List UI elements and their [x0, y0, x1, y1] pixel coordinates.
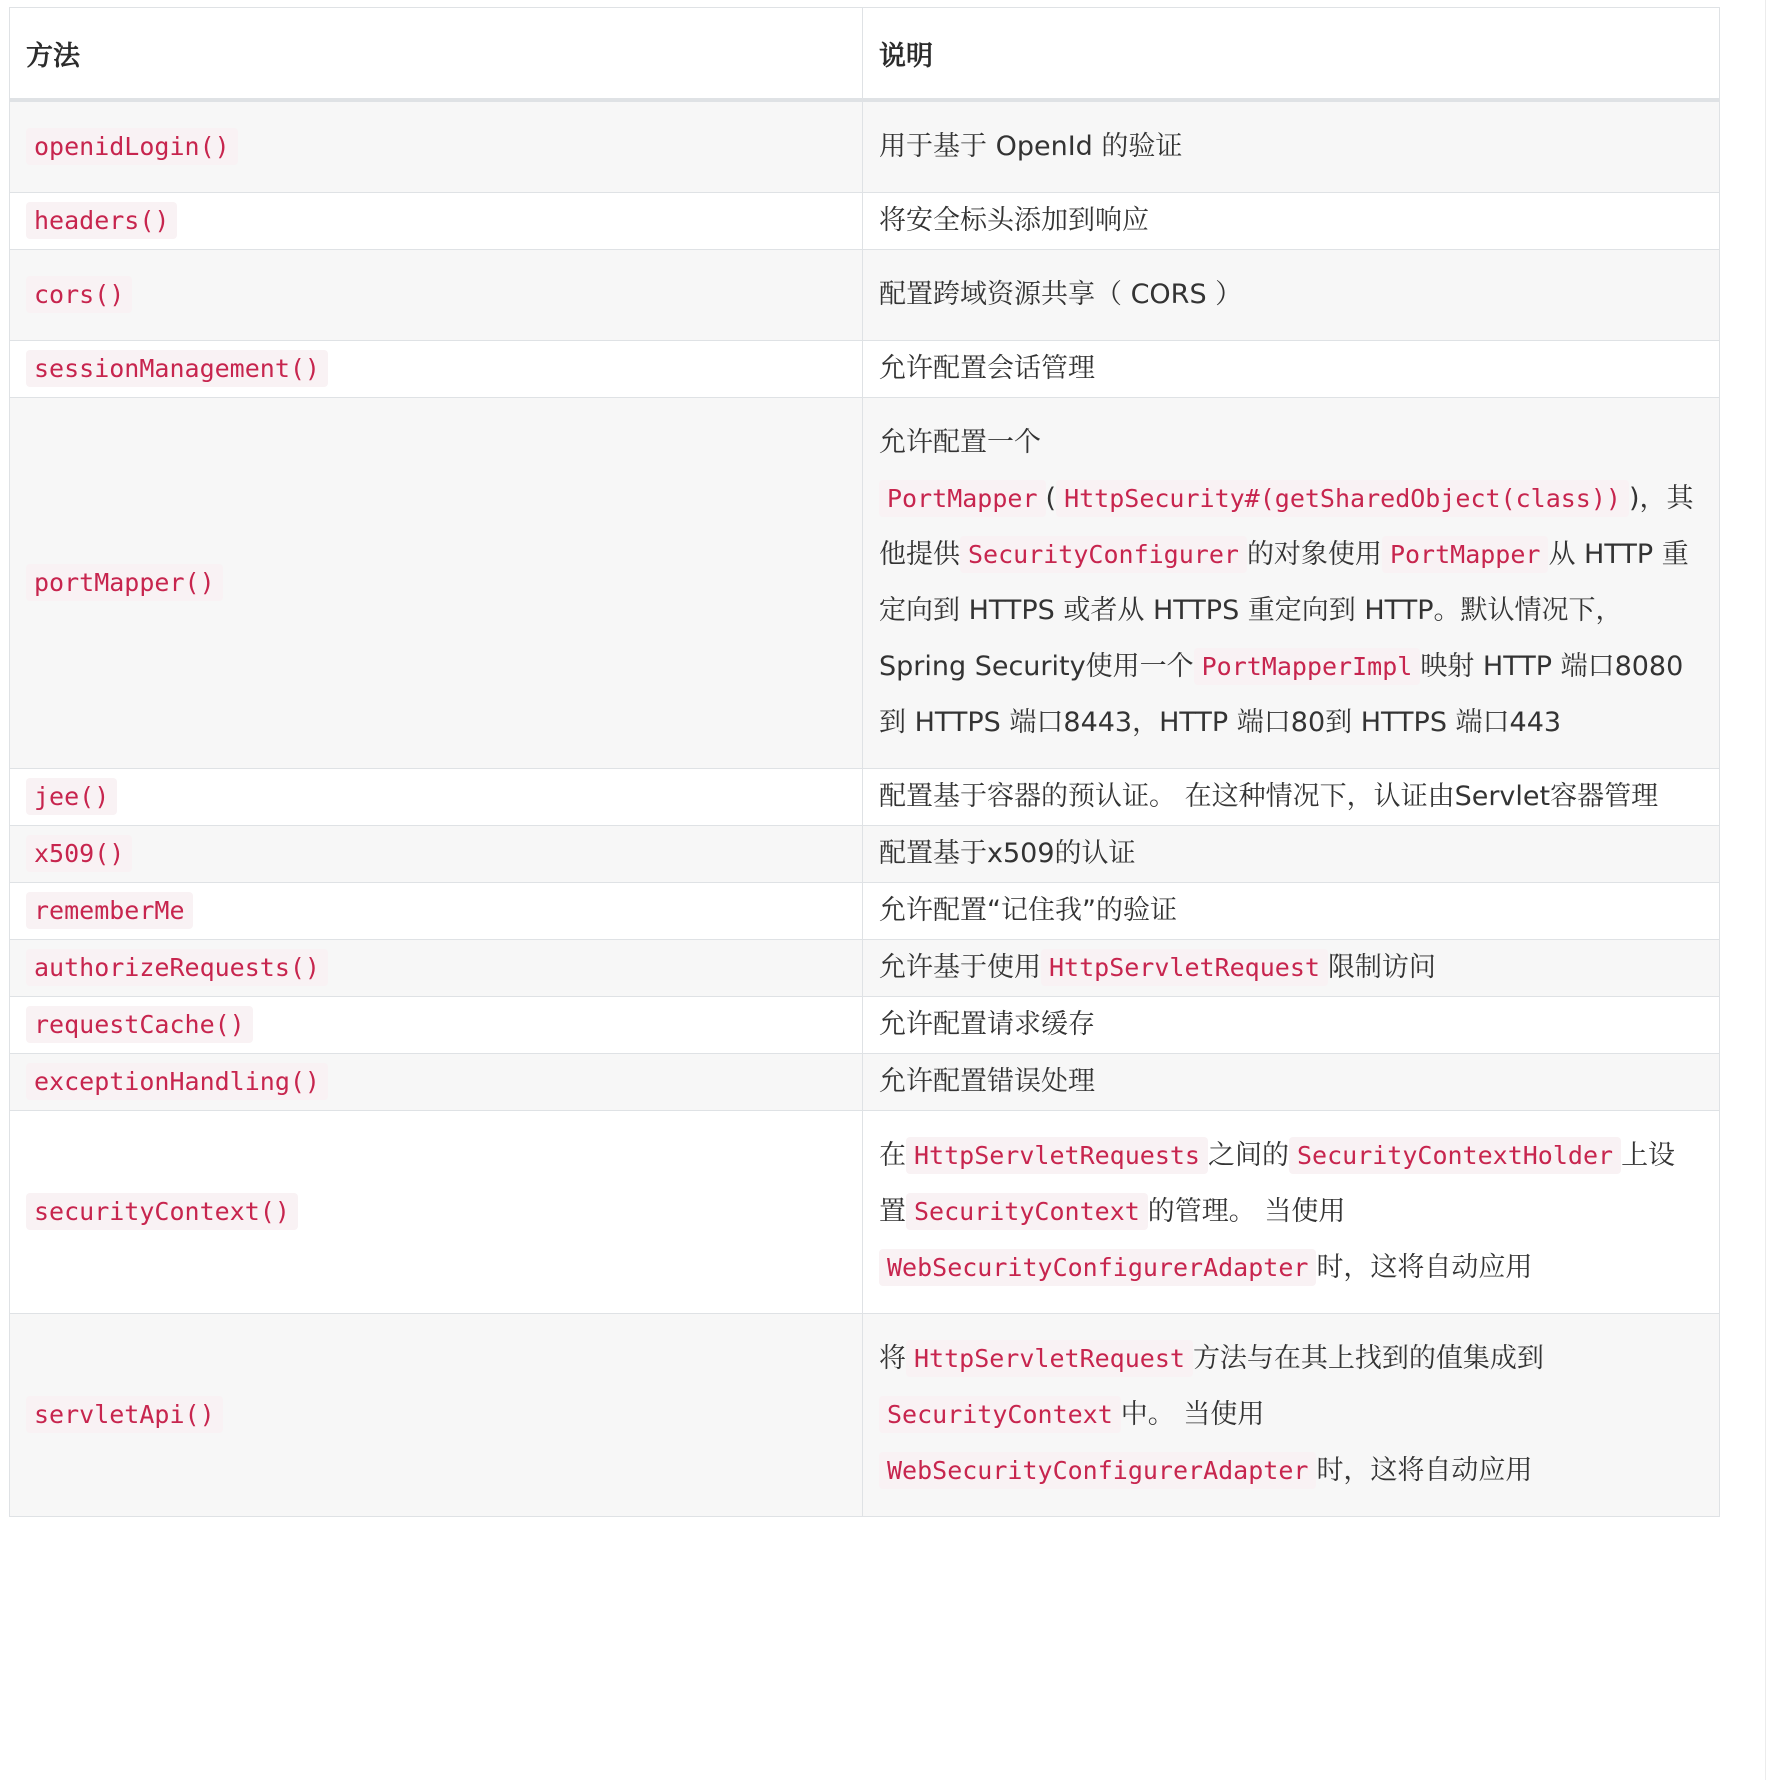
table-row: [10, 1111, 1720, 1314]
description-text: 时，这将自动应用: [1316, 1455, 1533, 1486]
description-text: 配置基于容器的预认证。 在这种情况下，认证由Servlet容器管理: [879, 781, 1659, 812]
description-cell: [863, 883, 1720, 940]
method-cell: [10, 1314, 863, 1517]
inline-code: HttpSecurity#(getSharedObject(class)): [1056, 480, 1629, 517]
description-cell: [863, 398, 1720, 769]
description-text: 将安全标头添加到响应: [879, 205, 1149, 236]
inline-code: SecurityContextHolder: [1289, 1137, 1621, 1174]
method-cell: [10, 1111, 863, 1314]
column-header-description: 说明: [863, 8, 1720, 101]
description-text: 映射 HTTP 端口8080到 HTTPS 端口8443，HTTP 端口80到 HTTPS 端口443: [879, 651, 1684, 738]
method-name-code: rememberMe: [26, 892, 193, 929]
description-cell: [863, 1054, 1720, 1111]
page-right-border: [1765, 0, 1766, 1780]
inline-code: PortMapperImpl: [1194, 648, 1421, 685]
description-cell: [863, 341, 1720, 398]
method-cell: [10, 193, 863, 250]
description-cell: [863, 1314, 1720, 1517]
method-name-code: cors(): [26, 276, 132, 313]
table-row: [10, 250, 1720, 341]
method-name-code: requestCache(): [26, 1006, 253, 1043]
method-cell: [10, 341, 863, 398]
description-text: 允许配置请求缓存: [879, 1009, 1095, 1040]
method-name-code: servletApi(): [26, 1396, 223, 1433]
description-cell: [863, 997, 1720, 1054]
description-cell: [863, 100, 1720, 193]
description-cell: [863, 193, 1720, 250]
column-header-method: 方法: [10, 8, 863, 101]
description-text: 之间的: [1207, 1140, 1289, 1171]
inline-code: HttpServletRequest: [1041, 949, 1328, 986]
method-cell: [10, 769, 863, 826]
description-text: 配置基于x509的认证: [879, 838, 1136, 869]
description-text: 方法与在其上找到的值集成到: [1192, 1343, 1544, 1374]
inline-code: SecurityContext: [906, 1193, 1148, 1230]
inline-code: HttpServletRequest: [906, 1340, 1193, 1377]
method-cell: [10, 826, 863, 883]
description-cell: [863, 250, 1720, 341]
inline-code: SecurityContext: [879, 1396, 1121, 1433]
table-row: [10, 940, 1720, 997]
description-text: 允许配置会话管理: [879, 353, 1095, 384]
inline-code: WebSecurityConfigurerAdapter: [879, 1452, 1316, 1489]
method-name-code: securityContext(): [26, 1193, 298, 1230]
description-text: 上设置: [879, 1140, 1676, 1227]
table-row: [10, 1314, 1720, 1517]
http-security-methods-table: [9, 7, 1720, 1517]
inline-code: SecurityConfigurer: [960, 536, 1247, 573]
method-name-code: authorizeRequests(): [26, 949, 328, 986]
inline-code: PortMapper: [879, 480, 1046, 517]
method-cell: [10, 100, 863, 193]
table-row: [10, 826, 1720, 883]
description-cell: [863, 769, 1720, 826]
method-name-code: exceptionHandling(): [26, 1063, 328, 1100]
description-text: 允许配置“记住我”的验证: [879, 895, 1177, 926]
description-text: 允许基于使用: [879, 952, 1041, 983]
method-name-code: headers(): [26, 202, 177, 239]
table-row: [10, 341, 1720, 398]
method-name-code: portMapper(): [26, 564, 223, 601]
description-text: 的对象使用: [1246, 539, 1382, 570]
table-body: [10, 100, 1720, 1517]
table-header-row: [10, 8, 1720, 101]
description-text: 中。 当使用: [1120, 1399, 1265, 1430]
description-text: 的管理。 当使用: [1147, 1196, 1346, 1227]
method-name-code: openidLogin(): [26, 128, 238, 165]
method-cell: [10, 997, 863, 1054]
description-cell: [863, 826, 1720, 883]
inline-code: HttpServletRequests: [906, 1137, 1208, 1174]
table-row: [10, 100, 1720, 193]
inline-code: PortMapper: [1382, 536, 1549, 573]
description-text: 时，这将自动应用: [1316, 1252, 1533, 1283]
method-cell: [10, 940, 863, 997]
method-cell: [10, 250, 863, 341]
description-text: 配置跨域资源共享（ CORS ）: [879, 279, 1243, 310]
method-name-code: x509(): [26, 835, 132, 872]
description-cell: [863, 940, 1720, 997]
table-row: [10, 883, 1720, 940]
table-row: [10, 997, 1720, 1054]
description-text: 从 HTTP 重定向到 HTTPS 或者从 HTTPS 重定向到 HTTP。默认情况下，Spring Security使用一个: [879, 539, 1689, 682]
method-cell: [10, 398, 863, 769]
description-text: 限制访问: [1327, 952, 1436, 983]
method-cell: [10, 883, 863, 940]
table-row: [10, 1054, 1720, 1111]
table-row: [10, 769, 1720, 826]
description-text: )，其他提供: [879, 483, 1694, 570]
description-text: (: [1045, 483, 1057, 514]
method-name-code: sessionManagement(): [26, 350, 328, 387]
method-name-code: jee(): [26, 778, 117, 815]
method-cell: [10, 1054, 863, 1111]
description-text: 用于基于 OpenId 的验证: [879, 131, 1183, 162]
description-text: 允许配置错误处理: [879, 1066, 1095, 1097]
table-row: [10, 398, 1720, 769]
inline-code: WebSecurityConfigurerAdapter: [879, 1249, 1316, 1286]
description-text: 将: [879, 1343, 906, 1374]
description-text: 允许配置一个: [879, 427, 1041, 458]
table-row: [10, 193, 1720, 250]
description-cell: [863, 1111, 1720, 1314]
description-text: 在: [879, 1140, 906, 1171]
